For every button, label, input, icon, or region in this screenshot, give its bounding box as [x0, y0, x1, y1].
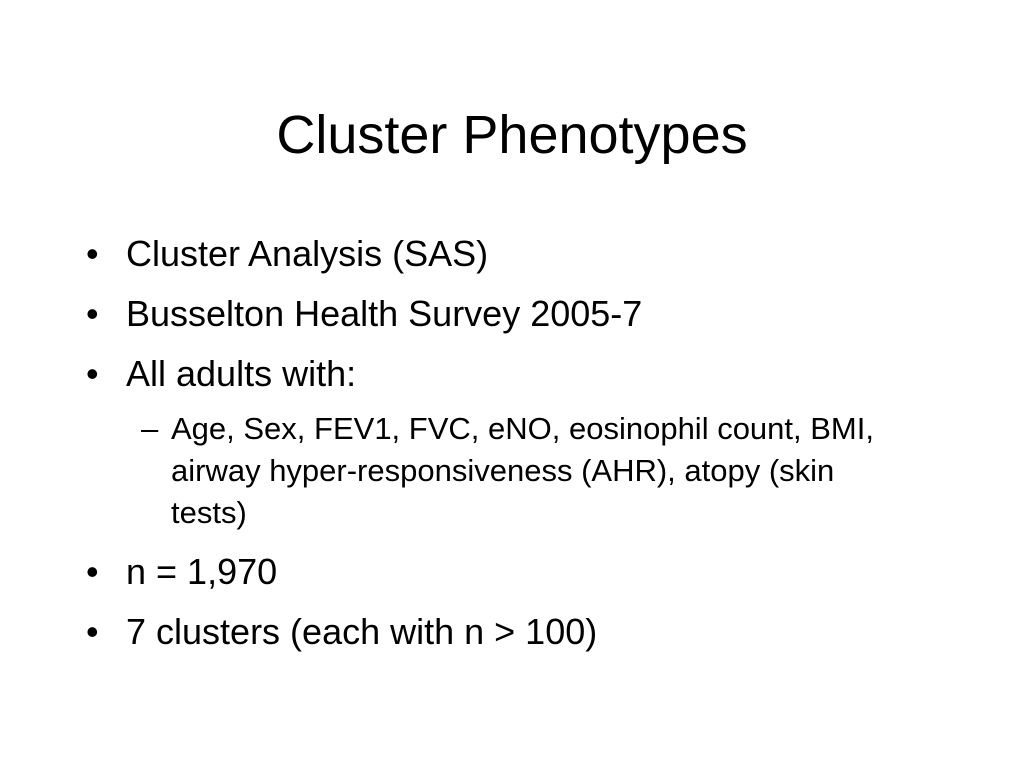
- bullet-text: All adults with:: [126, 353, 357, 394]
- bullet-marker: •: [86, 611, 99, 652]
- bullet-text: Cluster Analysis (SAS): [126, 233, 489, 274]
- sub-bullet-text: Age, Sex, FEV1, FVC, eNO, eosinophil count, BMI, airway hyper-responsiveness (AHR), atopy (skin tests): [171, 411, 874, 530]
- bullet-marker: •: [86, 293, 99, 334]
- slide-title: Cluster Phenotypes: [276, 105, 748, 165]
- bullet-list: [86, 224, 946, 404]
- bullet-text: n = 1,970: [126, 551, 278, 592]
- bullet-item: [86, 602, 946, 662]
- bullet-item: [86, 224, 946, 284]
- bullet-marker: •: [86, 551, 99, 592]
- bullet-item: [86, 284, 946, 344]
- bullet-text: 7 clusters (each with n > 100): [126, 611, 598, 652]
- bullet-text: Busselton Health Survey 2005-7: [126, 293, 643, 334]
- bullet-item: [86, 542, 946, 602]
- sub-bullet-list: [86, 404, 911, 546]
- bullet-item: [86, 344, 946, 404]
- sub-bullet-marker: –: [141, 411, 159, 446]
- bullet-marker: •: [86, 353, 99, 394]
- bullet-list-continued: [86, 542, 946, 662]
- bullet-marker: •: [86, 233, 99, 274]
- sub-bullet-item: [141, 408, 911, 534]
